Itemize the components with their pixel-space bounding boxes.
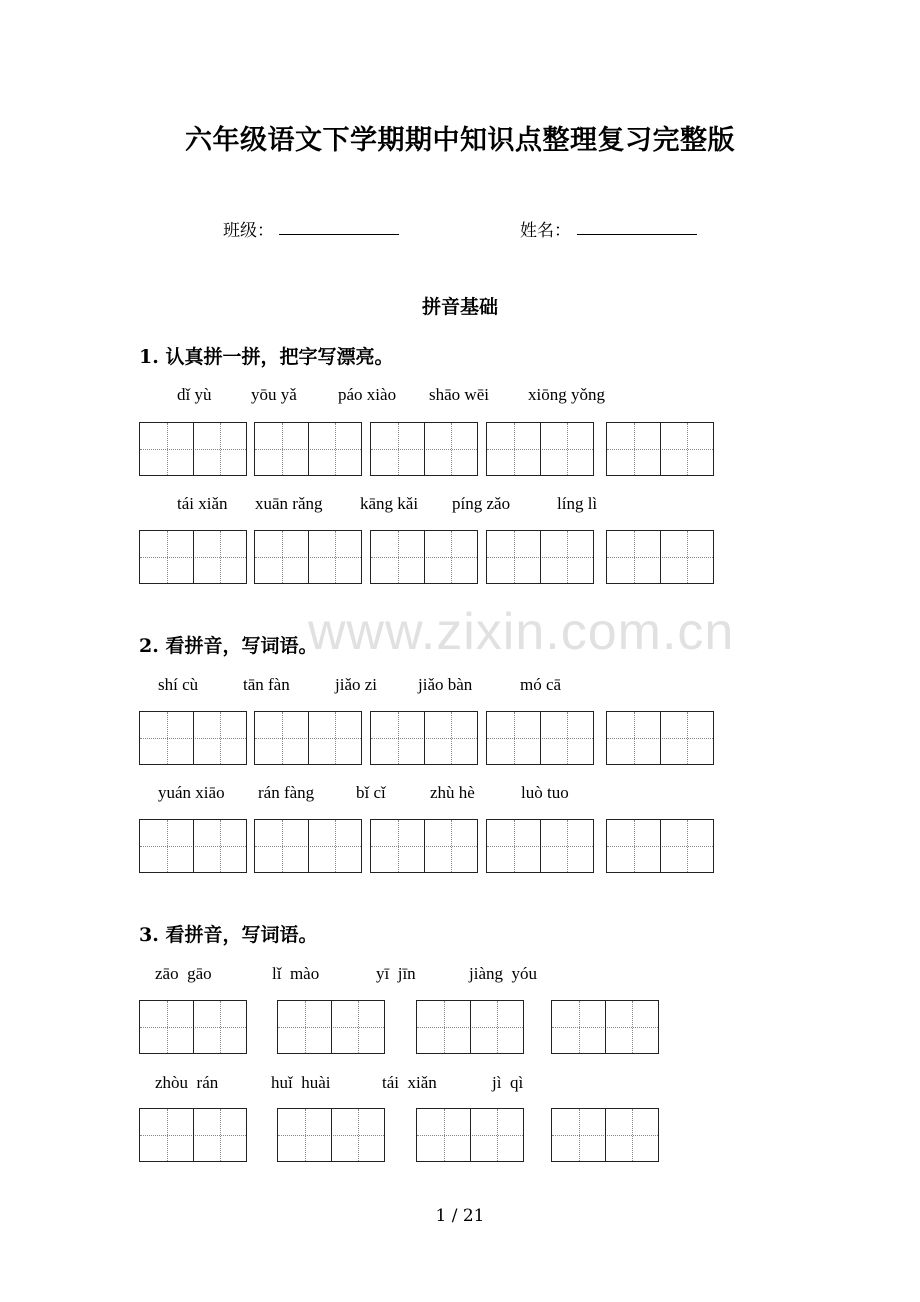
writing-grid-box[interactable]	[370, 711, 478, 765]
writing-grid-box[interactable]	[370, 819, 478, 873]
writing-grid-box[interactable]	[139, 530, 247, 584]
pinyin-label: líng lì	[557, 494, 598, 513]
page-number: 1 / 21	[435, 1206, 485, 1226]
writing-grid-box[interactable]	[139, 1108, 247, 1162]
pinyin-label: jiàng yóu	[469, 964, 537, 983]
pinyin-label: xuān rǎng	[255, 494, 323, 513]
pinyin-label: yuán xiāo	[158, 783, 225, 802]
pinyin-label: xiōng yǒng	[528, 385, 605, 404]
pinyin-label: dǐ yù	[177, 385, 212, 404]
writing-grid-box[interactable]	[486, 530, 594, 584]
page-title: 六年级语文下学期期中知识点整理复习完整版	[185, 125, 735, 156]
writing-grid-box[interactable]	[606, 530, 714, 584]
watermark: www.zixin.com.cn	[308, 603, 735, 661]
pinyin-label: luò tuo	[521, 783, 569, 802]
pinyin-label: tái xiǎn	[177, 494, 228, 513]
writing-grid-box[interactable]	[254, 422, 362, 476]
writing-grid-box[interactable]	[486, 819, 594, 873]
pinyin-label: yōu yǎ	[251, 385, 297, 404]
writing-grid-box[interactable]	[370, 422, 478, 476]
writing-grid-box[interactable]	[139, 422, 247, 476]
writing-grid-box[interactable]	[277, 1000, 385, 1054]
writing-grid-box[interactable]	[486, 422, 594, 476]
class-blank-line[interactable]	[279, 234, 399, 235]
writing-grid-box[interactable]	[139, 711, 247, 765]
name-blank-line[interactable]	[577, 234, 697, 235]
name-label: 姓名：	[520, 221, 571, 241]
writing-grid-box[interactable]	[139, 1000, 247, 1054]
pinyin-label: zhù hè	[430, 783, 475, 802]
question-3-heading: 3. 看拼音，写词语。	[139, 924, 318, 946]
writing-grid-box[interactable]	[551, 1108, 659, 1162]
writing-grid-box[interactable]	[606, 819, 714, 873]
writing-grid-box[interactable]	[416, 1000, 524, 1054]
writing-grid-box[interactable]	[254, 530, 362, 584]
pinyin-label: lǐ mào	[272, 964, 320, 983]
pinyin-label: rán fàng	[258, 783, 315, 802]
writing-grid-box[interactable]	[370, 530, 478, 584]
question-2-heading: 2. 看拼音，写词语。	[139, 635, 318, 657]
pinyin-label: jiǎo zi	[335, 675, 378, 694]
pinyin-label: huǐ huài	[271, 1073, 331, 1092]
pinyin-label: bǐ cǐ	[356, 783, 386, 802]
writing-grid-box[interactable]	[606, 422, 714, 476]
writing-grid-box[interactable]	[139, 819, 247, 873]
writing-grid-box[interactable]	[416, 1108, 524, 1162]
writing-grid-box[interactable]	[551, 1000, 659, 1054]
pinyin-label: tān fàn	[243, 675, 290, 694]
pinyin-label: kāng kǎi	[360, 494, 419, 513]
class-label: 班级：	[223, 221, 274, 241]
writing-grid-box[interactable]	[486, 711, 594, 765]
question-1-heading: 1. 认真拼一拼，把字写漂亮。	[139, 346, 394, 368]
pinyin-label: shí cù	[158, 675, 199, 694]
pinyin-label: zāo gāo	[155, 964, 212, 983]
pinyin-label: jì qì	[492, 1073, 524, 1092]
pinyin-label: mó cā	[520, 675, 562, 694]
writing-grid-box[interactable]	[254, 819, 362, 873]
pinyin-label: jiǎo bàn	[418, 675, 473, 694]
pinyin-label: shāo wēi	[429, 385, 489, 404]
section-heading: 拼音基础	[421, 296, 498, 318]
pinyin-label: yī jīn	[376, 964, 416, 983]
writing-grid-box[interactable]	[277, 1108, 385, 1162]
pinyin-label: zhòu rán	[155, 1073, 219, 1092]
pinyin-label: tái xiǎn	[382, 1073, 437, 1092]
writing-grid-box[interactable]	[254, 711, 362, 765]
writing-grid-box[interactable]	[606, 711, 714, 765]
pinyin-label: píng zǎo	[452, 494, 511, 513]
pinyin-label: páo xiào	[338, 385, 397, 404]
